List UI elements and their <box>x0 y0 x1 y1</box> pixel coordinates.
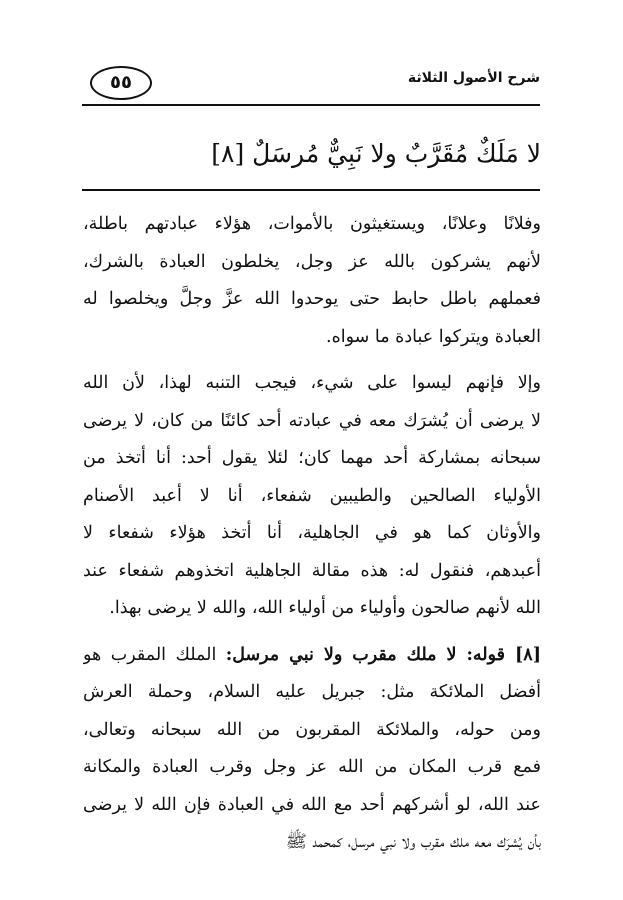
text-line: فمع قرب المكان من الله عز وجل وقرب العبادة والمكانة <box>83 757 541 777</box>
text-line: والأوثان كما هو في الجاهلية، أنا أتخذ هؤلاء شفعاء لا <box>83 523 541 543</box>
text-line: وإلا فإنهم ليسوا على شيء، فيجب التنبه لهذا، لأن الله <box>83 373 541 393</box>
text-line: أعبدهم، فنقول له: هذه مقالة الجاهلية اتخذوهم شفعاء عند <box>83 560 541 581</box>
commentary-body <box>83 206 541 862</box>
text-line: سبحانه بمشاركة أحد مهما كان؛ لئلا يقول أحد: أنا أتخذ من <box>83 448 541 468</box>
header-rule <box>82 104 540 106</box>
book-title: شرح الأصول الثلاثة <box>407 70 540 86</box>
text-line: العبادة ويتركوا عبادة ما سواه. <box>326 326 541 347</box>
page-number: ٥٥ <box>90 66 152 100</box>
text-line: عند الله، لو أشركهم أحد مع الله في العبادة فإن الله لا يرضى <box>83 794 541 815</box>
text-line: لا يرضى أن يُشرَك معه في عبادته أحد كائنًا من كان، لا يرضى <box>83 410 541 431</box>
text-line: ومن حوله، والملائكة المقربون من الله سبحانه وتعالى، <box>83 719 541 740</box>
commentary-lead: [٨] قوله: لا ملك مقرب ولا نبي مرسل: <box>225 644 541 665</box>
text-line <box>83 637 541 675</box>
text-line: بأن يُشرَك معه ملك مقرب ولا نبي مرسل، كمحمد ﷺ <box>285 832 541 852</box>
section-divider <box>82 189 540 191</box>
paragraph-gap <box>83 356 541 365</box>
text-line: وفلانًا وعلانًا، ويستغيثون بالأموات، هؤلاء عبادتهم باطلة، <box>83 214 541 234</box>
text-line: أفضل الملائكة مثل: جبريل عليه السلام، وحملة العرش <box>83 682 541 702</box>
text-line: الله لأنهم صالحون وأولياء من أولياء الله، والله لا يرضى بهذا. <box>109 598 541 618</box>
text-line: فعملهم باطل حابط حتى يوحدوا الله عزَّ وجلَّ ويخلصوا له <box>83 289 541 309</box>
commentary-lead-rest: الملك المقرب هو <box>83 644 217 665</box>
paragraph-2 <box>83 365 541 628</box>
paragraph-1 <box>83 206 541 356</box>
page-header <box>82 64 540 104</box>
text-line: لأنهم يشركون بالله عز وجل، يخلطون العبادة بالشرك، <box>83 251 541 272</box>
text-line: الأولياء الصالحين والطيبين شفعاء، أنا لا أعبد الأصنام <box>83 485 541 506</box>
paragraph-3 <box>83 637 541 862</box>
paragraph-gap <box>83 628 541 637</box>
matn-text: لا مَلَكٌ مُقَرَّبٌ ولا نَبِيٌّ مُرسَلٌ [٨] <box>211 139 541 168</box>
